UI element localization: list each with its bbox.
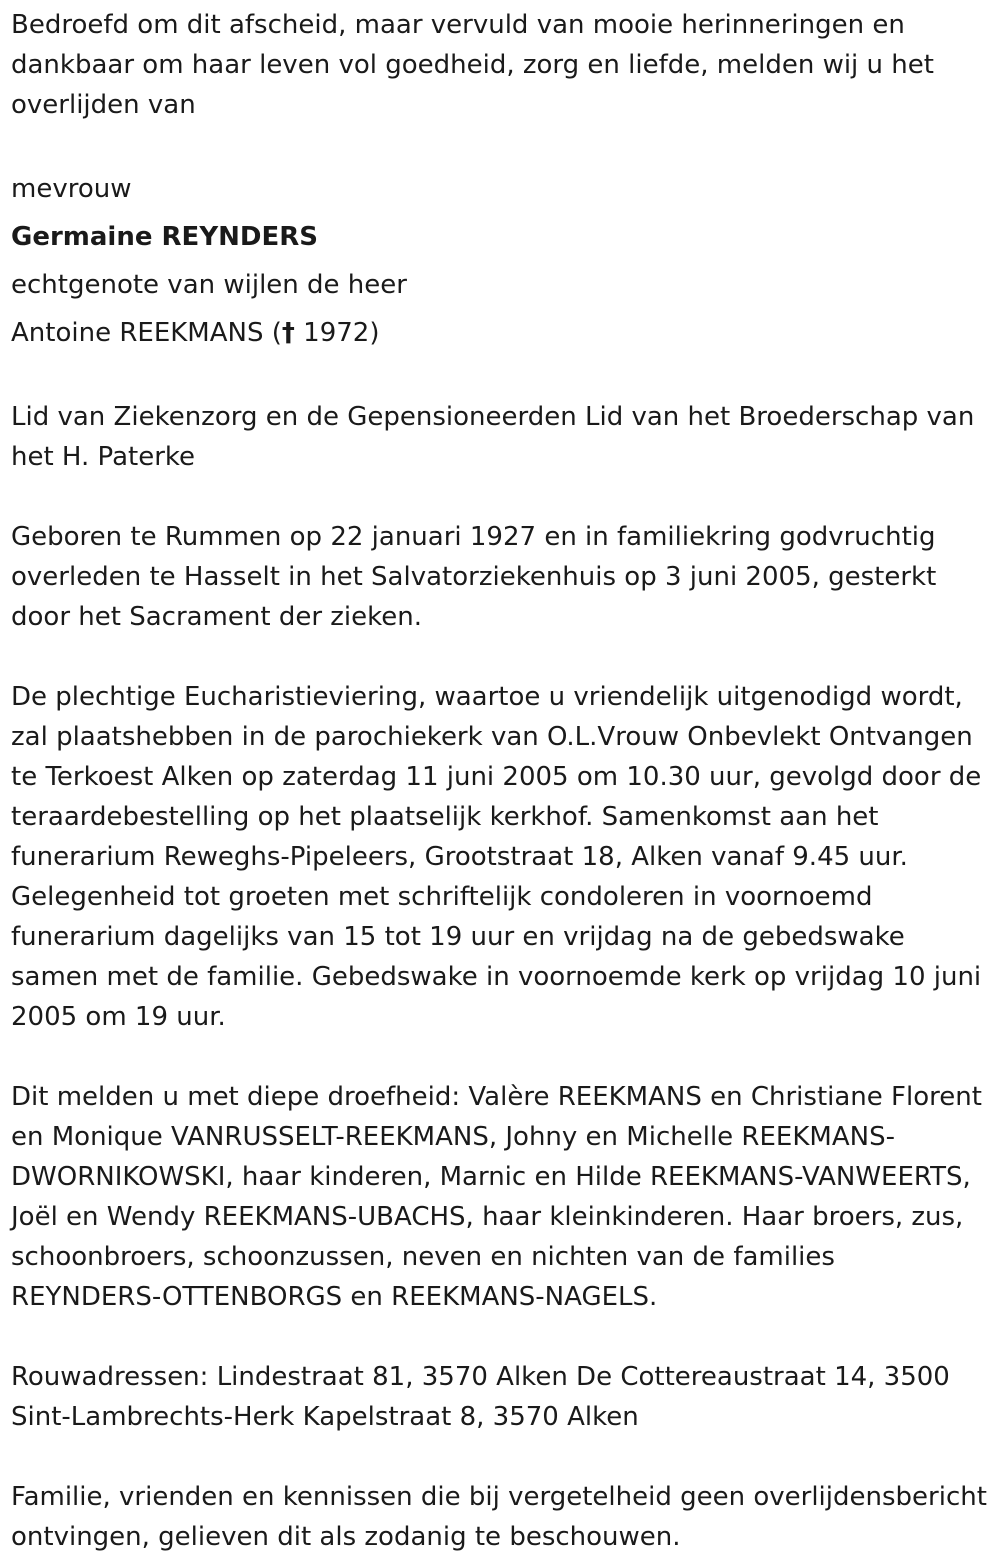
family-paragraph: Dit melden u met diepe droefheid: Valère REEKMANS en Christiane Florent en Monique VANRUSSELT-REEKMANS, Johny en Michelle REEKMANS-DWORNIKOWSKI, haar kinderen, Marnic en Hilde REEKMANS-VANWEERTS, Joël en Wendy REEKMANS-UBACHS, haar kleinkinderen. Haar broers, zus, schoonbroers, schoonzussen, neven en nichten van de families REYNDERS-OTTENBORGS en REEKMANS-NAGELS.: [11, 1082, 982, 1312]
spacer: [11, 1317, 990, 1357]
spouse-year: 1972): [303, 318, 380, 348]
deceased-name: Germaine REYNDERS: [11, 222, 318, 252]
spouse-name-line: [11, 309, 990, 357]
title-prefix: mevrouw: [11, 174, 132, 204]
closing-paragraph: Familie, vrienden en kennissen die bij vergetelheid geen overlijdensbericht ontvingen, gelieven dit als zodanig te beschouwen.: [11, 1482, 987, 1552]
birth-death-paragraph: Geboren te Rummen op 22 januari 1927 en in familiekring godvruchtig overleden te Hasselt in het Salvatorziekenhuis op 3 juni 2005, gesterkt door het Sacrament der zieken.: [11, 522, 937, 632]
memberships-paragraph: Lid van Ziekenzorg en de Gepensioneerden Lid van het Broederschap van het H. Paterke: [11, 402, 975, 472]
spacer: [11, 125, 990, 165]
spouse-line: echtgenote van wijlen de heer: [11, 270, 407, 300]
spacer: [11, 1037, 990, 1077]
spouse-name: Antoine REEKMANS (: [11, 318, 282, 348]
spacer: [11, 477, 990, 517]
spacer: [11, 637, 990, 677]
cross-icon: †: [281, 318, 295, 348]
intro-paragraph: Bedroefd om dit afscheid, maar vervuld van mooie herinneringen en dankbaar om haar leven vol goedheid, zorg en liefde, melden wij u het overlijden van: [11, 10, 934, 120]
addresses-paragraph: Rouwadressen: Lindestraat 81, 3570 Alken De Cottereaustraat 14, 3500 Sint-Lambrechts-Herk Kapelstraat 8, 3570 Alken: [11, 1362, 950, 1432]
spacer: [11, 1437, 990, 1477]
ceremony-paragraph: De plechtige Eucharistieviering, waartoe u vriendelijk uitgenodigd wordt, zal plaatshebben in de parochiekerk van O.L.Vrouw Onbevlekt Ontvangen te Terkoest Alken op zaterdag 11 juni 2005 om 10.30 uur, gevolgd door de teraardebestelling op het plaatselijk kerkhof. Samenkomst aan het funerarium Reweghs-Pipeleers, Grootstraat 18, Alken vanaf 9.45 uur. Gelegenheid tot groeten met schriftelijk condoleren in voornoemd funerarium dagelijks van 15 tot 19 uur en vrijdag na de gebedswake samen met de familie. Gebedswake in voornoemde kerk op vrijdag 10 juni 2005 om 19 uur.: [11, 682, 982, 1032]
spacer: [11, 357, 990, 397]
